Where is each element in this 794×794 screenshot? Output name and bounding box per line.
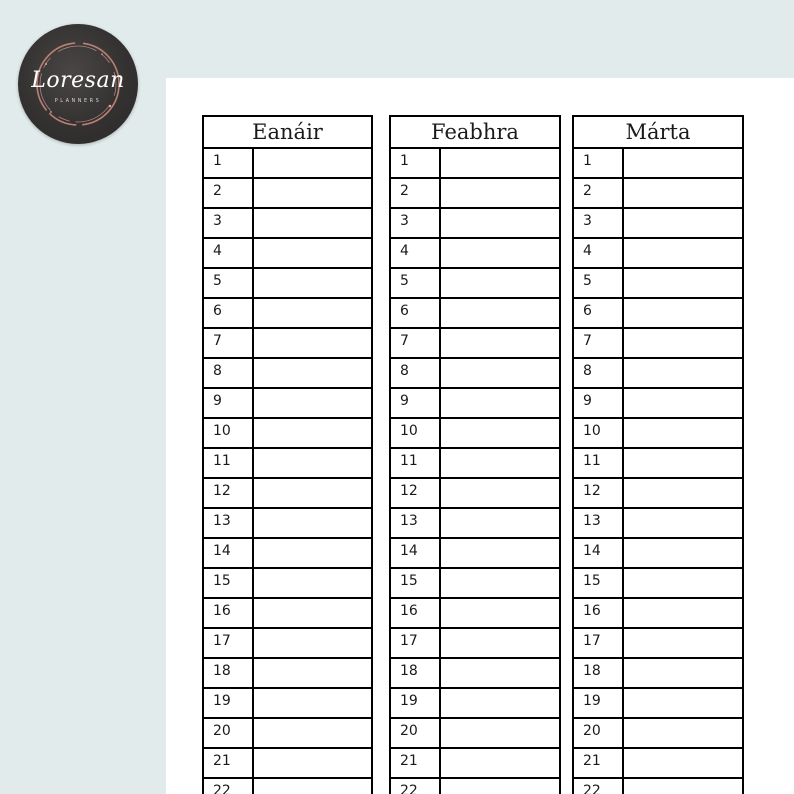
day-entry-cell: [254, 269, 371, 297]
day-number: 3: [574, 209, 624, 237]
day-number: 6: [391, 299, 441, 327]
day-entry-cell: [441, 149, 559, 177]
day-rows: [204, 149, 371, 794]
day-row: [574, 569, 742, 599]
day-row: [204, 299, 371, 329]
day-number: 21: [204, 749, 254, 777]
month-title: Feabhra: [391, 117, 559, 149]
day-entry-cell: [254, 599, 371, 627]
day-row: [391, 629, 559, 659]
day-number: 7: [574, 329, 624, 357]
day-row: [574, 209, 742, 239]
day-entry-cell: [254, 359, 371, 387]
day-row: [391, 749, 559, 779]
day-number: 12: [204, 479, 254, 507]
day-row: [204, 749, 371, 779]
day-entry-cell: [254, 149, 371, 177]
day-row: [574, 719, 742, 749]
day-entry-cell: [441, 659, 559, 687]
day-row: [574, 389, 742, 419]
day-row: [204, 449, 371, 479]
day-row: [204, 509, 371, 539]
day-number: 4: [574, 239, 624, 267]
day-entry-cell: [441, 509, 559, 537]
day-number: 13: [574, 509, 624, 537]
day-entry-cell: [441, 749, 559, 777]
day-row: [204, 359, 371, 389]
day-entry-cell: [624, 629, 742, 657]
day-entry-cell: [254, 629, 371, 657]
day-entry-cell: [254, 419, 371, 447]
day-entry-cell: [624, 269, 742, 297]
day-row: [574, 179, 742, 209]
day-row: [391, 299, 559, 329]
day-entry-cell: [254, 479, 371, 507]
day-number: 4: [391, 239, 441, 267]
day-entry-cell: [441, 299, 559, 327]
day-number: 7: [204, 329, 254, 357]
day-number: 8: [204, 359, 254, 387]
day-row: [574, 779, 742, 794]
day-row: [391, 479, 559, 509]
day-entry-cell: [254, 449, 371, 477]
day-row: [391, 419, 559, 449]
day-entry-cell: [624, 419, 742, 447]
day-entry-cell: [441, 359, 559, 387]
day-number: 9: [391, 389, 441, 417]
day-number: 13: [391, 509, 441, 537]
day-entry-cell: [624, 569, 742, 597]
day-number: 8: [574, 359, 624, 387]
day-row: [391, 389, 559, 419]
day-entry-cell: [441, 479, 559, 507]
day-row: [204, 479, 371, 509]
day-row: [574, 659, 742, 689]
day-row: [574, 629, 742, 659]
day-row: [574, 749, 742, 779]
day-entry-cell: [254, 659, 371, 687]
day-row: [204, 659, 371, 689]
day-number: 20: [204, 719, 254, 747]
day-entry-cell: [624, 689, 742, 717]
day-row: [391, 659, 559, 689]
day-number: 20: [574, 719, 624, 747]
planner-sheet: [166, 78, 794, 794]
day-number: 1: [574, 149, 624, 177]
day-number: 5: [391, 269, 441, 297]
day-entry-cell: [254, 389, 371, 417]
day-row: [574, 509, 742, 539]
day-number: 10: [574, 419, 624, 447]
day-row: [204, 689, 371, 719]
day-number: 11: [204, 449, 254, 477]
day-entry-cell: [254, 299, 371, 327]
day-row: [204, 719, 371, 749]
day-entry-cell: [254, 209, 371, 237]
day-row: [391, 689, 559, 719]
day-entry-cell: [624, 359, 742, 387]
day-entry-cell: [624, 299, 742, 327]
day-row: [391, 599, 559, 629]
day-row: [391, 149, 559, 179]
day-number: 21: [391, 749, 441, 777]
day-number: 22: [391, 779, 441, 794]
month-table-marta: [572, 115, 744, 794]
day-entry-cell: [441, 239, 559, 267]
day-entry-cell: [441, 179, 559, 207]
day-entry-cell: [441, 449, 559, 477]
day-row: [204, 539, 371, 569]
day-entry-cell: [624, 719, 742, 747]
day-number: 17: [391, 629, 441, 657]
day-entry-cell: [441, 419, 559, 447]
day-entry-cell: [624, 599, 742, 627]
day-entry-cell: [624, 539, 742, 567]
day-number: 5: [204, 269, 254, 297]
day-number: 10: [391, 419, 441, 447]
day-number: 4: [204, 239, 254, 267]
day-number: 9: [204, 389, 254, 417]
day-number: 11: [574, 449, 624, 477]
day-entry-cell: [254, 509, 371, 537]
day-number: 22: [204, 779, 254, 794]
day-row: [204, 269, 371, 299]
day-entry-cell: [441, 629, 559, 657]
day-row: [391, 269, 559, 299]
day-number: 13: [204, 509, 254, 537]
day-row: [574, 239, 742, 269]
day-number: 18: [574, 659, 624, 687]
day-rows: [391, 149, 559, 794]
day-row: [204, 329, 371, 359]
day-entry-cell: [441, 269, 559, 297]
day-entry-cell: [254, 689, 371, 717]
day-row: [391, 719, 559, 749]
day-number: 5: [574, 269, 624, 297]
day-entry-cell: [624, 479, 742, 507]
day-row: [574, 299, 742, 329]
day-number: 14: [204, 539, 254, 567]
day-number: 12: [391, 479, 441, 507]
month-title: Eanáir: [204, 117, 371, 149]
day-number: 17: [204, 629, 254, 657]
day-row: [204, 569, 371, 599]
day-number: 8: [391, 359, 441, 387]
day-row: [574, 449, 742, 479]
day-entry-cell: [254, 539, 371, 567]
day-number: 22: [574, 779, 624, 794]
day-entry-cell: [254, 239, 371, 267]
day-row: [204, 239, 371, 269]
day-entry-cell: [254, 719, 371, 747]
day-number: 14: [391, 539, 441, 567]
day-number: 14: [574, 539, 624, 567]
day-number: 16: [204, 599, 254, 627]
day-entry-cell: [441, 599, 559, 627]
day-entry-cell: [441, 569, 559, 597]
day-number: 16: [391, 599, 441, 627]
day-row: [391, 779, 559, 794]
day-number: 2: [204, 179, 254, 207]
day-row: [391, 449, 559, 479]
day-entry-cell: [254, 179, 371, 207]
day-entry-cell: [624, 149, 742, 177]
day-number: 9: [574, 389, 624, 417]
day-row: [204, 389, 371, 419]
day-row: [574, 359, 742, 389]
day-entry-cell: [624, 659, 742, 687]
day-number: 19: [574, 689, 624, 717]
day-row: [391, 239, 559, 269]
day-number: 6: [574, 299, 624, 327]
day-entry-cell: [624, 389, 742, 417]
day-entry-cell: [624, 329, 742, 357]
day-row: [391, 569, 559, 599]
day-number: 15: [574, 569, 624, 597]
day-row: [574, 599, 742, 629]
day-entry-cell: [624, 209, 742, 237]
day-number: 3: [204, 209, 254, 237]
day-entry-cell: [441, 209, 559, 237]
day-number: 21: [574, 749, 624, 777]
day-row: [574, 269, 742, 299]
day-number: 2: [391, 179, 441, 207]
day-row: [391, 209, 559, 239]
day-number: 10: [204, 419, 254, 447]
day-row: [391, 539, 559, 569]
day-entry-cell: [441, 719, 559, 747]
day-row: [391, 359, 559, 389]
day-entry-cell: [624, 509, 742, 537]
day-number: 15: [391, 569, 441, 597]
day-row: [574, 689, 742, 719]
day-number: 12: [574, 479, 624, 507]
day-row: [391, 509, 559, 539]
day-entry-cell: [441, 539, 559, 567]
day-entry-cell: [624, 749, 742, 777]
day-row: [391, 179, 559, 209]
day-number: 15: [204, 569, 254, 597]
day-entry-cell: [624, 239, 742, 267]
day-entry-cell: [254, 749, 371, 777]
month-title: Márta: [574, 117, 742, 149]
day-row: [574, 149, 742, 179]
day-entry-cell: [624, 779, 742, 794]
day-number: 18: [391, 659, 441, 687]
day-entry-cell: [624, 449, 742, 477]
day-entry-cell: [624, 179, 742, 207]
logo-sub-text: PLANNERS: [54, 98, 102, 104]
day-row: [204, 209, 371, 239]
day-row: [574, 329, 742, 359]
day-entry-cell: [441, 389, 559, 417]
month-table-eanair: [202, 115, 373, 794]
month-table-feabhra: [389, 115, 561, 794]
day-number: 18: [204, 659, 254, 687]
day-row: [391, 329, 559, 359]
day-row: [204, 779, 371, 794]
day-number: 20: [391, 719, 441, 747]
day-entry-cell: [441, 329, 559, 357]
logo-script-text: Loresan: [31, 68, 125, 93]
day-number: 11: [391, 449, 441, 477]
day-number: 19: [204, 689, 254, 717]
day-number: 6: [204, 299, 254, 327]
day-row: [574, 419, 742, 449]
day-row: [574, 539, 742, 569]
day-row: [204, 179, 371, 209]
day-row: [574, 479, 742, 509]
day-number: 19: [391, 689, 441, 717]
day-number: 1: [204, 149, 254, 177]
day-row: [204, 149, 371, 179]
day-entry-cell: [254, 779, 371, 794]
day-number: 1: [391, 149, 441, 177]
day-row: [204, 599, 371, 629]
day-entry-cell: [441, 689, 559, 717]
day-entry-cell: [254, 329, 371, 357]
day-row: [204, 419, 371, 449]
day-entry-cell: [441, 779, 559, 794]
day-entry-cell: [254, 569, 371, 597]
day-number: 17: [574, 629, 624, 657]
day-rows: [574, 149, 742, 794]
brand-logo: [18, 24, 138, 144]
day-number: 3: [391, 209, 441, 237]
day-number: 2: [574, 179, 624, 207]
day-row: [204, 629, 371, 659]
day-number: 16: [574, 599, 624, 627]
day-number: 7: [391, 329, 441, 357]
